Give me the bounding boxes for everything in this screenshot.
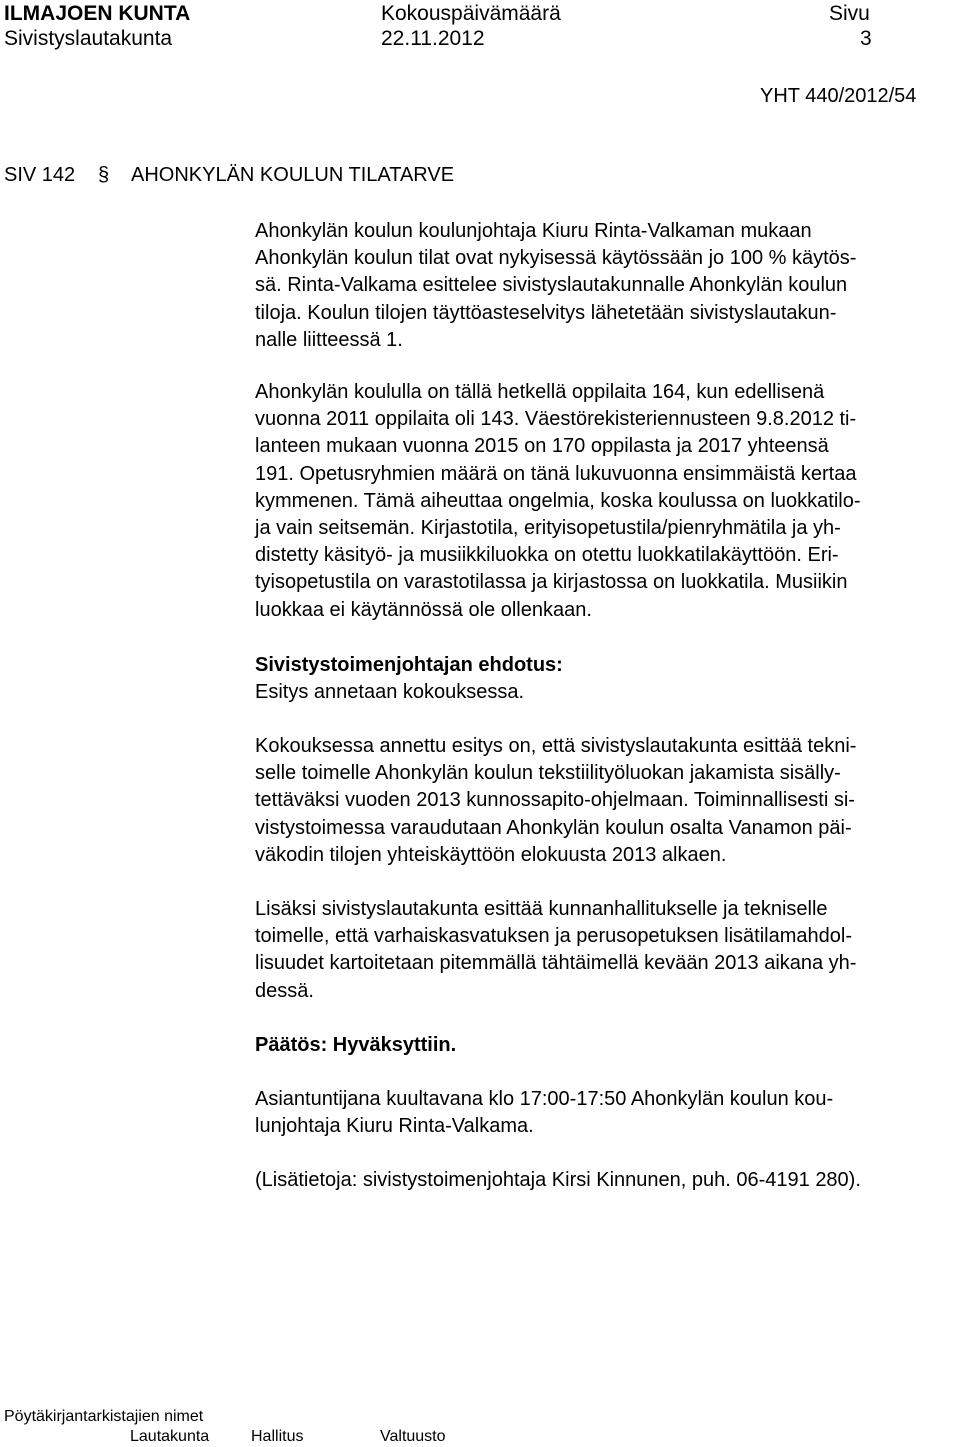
proposal-heading: Sivistystoimenjohtajan ehdotus: [255, 654, 563, 676]
paragraph-additional-proposal: Lisäksi sivistyslautakunta esittää kunnanhallitukselle ja tekniselle toimelle, että varhaiskasvatuksen ja perusopetuksen lisätilamahdol- lisuudet kartoitetaan pitemmällä tähtäimellä kevään 2013 aikana yh- dessä. [255, 898, 857, 1002]
paragraph-meeting-proposal: Kokouksessa annettu esitys on, että sivistyslautakunta esittää tekni- selle toimelle Ahonkylän koulun tekstiilityöluokan jakamista sisälly- tettäväksi vuoden 2013 kunnossapito-ohjelmaan. Toiminnallisesti si- vistystoimessa varaudutaan Ahonkylän koulun osalta Vanamon päi- väkodin tilojen yhteiskäyttöön elokuusta 2013 alkaen. [255, 735, 857, 866]
footer-title: Pöytäkirjantarkistajien nimet [4, 1408, 204, 1425]
case-number: SIV 142 [4, 164, 76, 186]
page-number: 3 [860, 27, 872, 50]
meeting-date-label: Kokouspäivämäärä [381, 2, 561, 25]
case-title: AHONKYLÄN KOULUN TILATARVE [131, 164, 455, 186]
paragraph-space-usage: Ahonkylän koulun koulunjohtaja Kiuru Rinta-Valkaman mukaan Ahonkylän koulun tilat ovat nykyisessä käytössään jo 100 % käytös- sä. Rinta-Valkama esittelee sivistyslautakunnalle Ahonkylän koulun tiloja. Koulun tilojen täyttöasteselvitys lähetetään sivistyslautakun- nalle liitteessä 1. [255, 220, 857, 351]
meeting-date: 22.11.2012 [381, 27, 485, 50]
case-reference: YHT 440/2012/54 [760, 85, 917, 107]
paragraph-pupil-numbers: Ahonkylän koululla on tällä hetkellä oppilaita 164, kun edellisenä vuonna 2011 oppilaita oli 143. Väestörekisteriennusteen 9.8.2012 ti- lanteen mukaan vuonna 2015 on 170 oppilasta ja 2017 yhteensä 191. Opetusryhmien määrä on tänä lukuvuonna ensimmäistä kertaa kymmenen. Tämä aiheuttaa ongelmia, koska koulussa on luokkatilo- ja vain seitsemän. Kirjastotila, erityisopetustila/pienryhmätila ja yh- distetty käsityö- ja musiikkiluokka on otettu luokkatilakäyttöön. Eri- tyisopetustila on varastotilassa ja kirjastossa on luokkatila. Musiikin luokkaa ei käytännössä ole ollenkaan. [255, 381, 861, 621]
decision-text: Päätös: Hyväksyttiin. [255, 1034, 457, 1056]
footer-body-valtuusto: Valtuusto [380, 1428, 446, 1445]
paragraph-contact-info: (Lisätietoja: sivistystoimenjohtaja Kirsi Kinnunen, puh. 06-4191 280). [255, 1169, 861, 1191]
section-sign: § [98, 164, 110, 186]
footer-body-lautakunta: Lautakunta [130, 1428, 210, 1445]
decision-section [255, 1032, 955, 1059]
committee-name: Sivistyslautakunta [4, 27, 173, 50]
page-number-label: Sivu [829, 2, 870, 25]
footer-body-hallitus: Hallitus [251, 1428, 304, 1445]
municipality-name: ILMAJOEN KUNTA [4, 2, 191, 25]
proposal-section [255, 652, 955, 706]
paragraph-expert-hearing: Asiantuntijana kuultavana klo 17:00-17:50 Ahonkylän koulun kou- lunjohtaja Kiuru Rinta-Valkama. [255, 1088, 834, 1138]
proposal-text: Esitys annetaan kokouksessa. [255, 681, 525, 704]
